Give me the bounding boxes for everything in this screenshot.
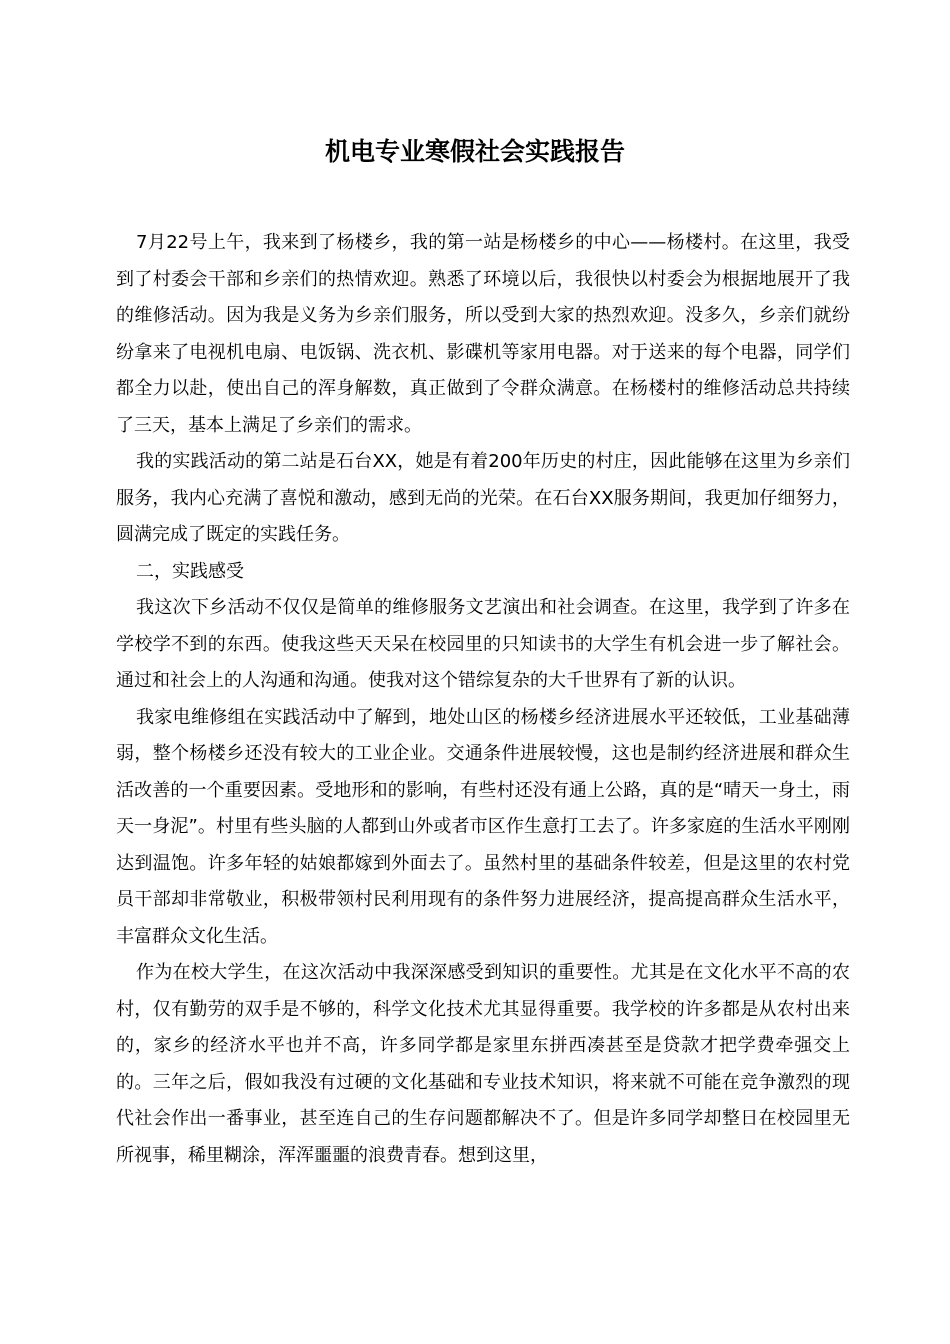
paragraph-importance-of-knowledge: 作为在校大学生，在这次活动中我深深感受到知识的重要性。尤其是在文化水平不高的农村，仅有勤劳的双手是不够的，科学文化技术尤其显得重要。我学校的许多都是从农村出来的，家乡的经济水平也并不高，许多同学都是家里东拼西凑甚至是贷款才把学费牵强交上的。三年之后，假如我没有过硬的文化基础和专业技术知识，将来就不可能在竞争激烈的现代社会作出一番事业，甚至连自己的生存问题都解决不了。但是许多同学却整日在校园里无所视事，稀里糊涂，浑浑噩噩的浪费青春。想到这里， [116,962,850,1166]
document-title: 机电专业寒假社会实践报告 [324,137,625,166]
document-body [116,225,850,1174]
paragraph-learning-society: 我这次下乡活动不仅仅是简单的维修服务文艺演出和社会调查。在这里，我学到了许多在学校学不到的东西。使我这些天天呆在校园里的只知读书的大学生有机会进一步了解社会。通过和社会上的人沟通和沟通。使我对这个错综复杂的大千世界有了新的认识。 [116,597,850,691]
paragraph-shitai-service: 我的实践活动的第二站是石台XX，她是有着200年历史的村庄，因此能够在这里为乡亲们服务，我内心充满了喜悦和激动，感到无尚的光荣。在石台XX服务期间，我更加仔细努力，圆满完成了既定的实践任务。 [116,451,850,545]
section-heading-practice-feelings: 二，实践感受 [136,560,244,582]
paragraph-local-economy: 我家电维修组在实践活动中了解到，地处山区的杨楼乡经济进展水平还较低，工业基础薄弱，整个杨楼乡还没有较大的工业企业。交通条件进展较慢，这也是制约经济进展和群众生活改善的一个重要因素。受地形和的影响，有些村还没有通上公路，真的是“晴天一身土，雨天一身泥”。村里有些头脑的人都到山外或者市区作生意打工去了。许多家庭的生活水平刚刚达到温饱。许多年轻的姑娘都嫁到外面去了。虽然村里的基础条件较差，但是这里的农村党员干部却非常敬业，积极带领村民利用现有的条件努力进展经济，提高提高群众生活水平，丰富群众文化生活。 [116,706,850,947]
paragraph-yanglou-village-service: 7月22号上午，我来到了杨楼乡，我的第一站是杨楼乡的中心——杨楼村。在这里，我受到了村委会干部和乡亲们的热情欢迎。熟悉了环境以后，我很快以村委会为根据地展开了我的维修活动。因为我是义务为乡亲们服务，所以受到大家的热烈欢迎。没多久，乡亲们就纷纷拿来了电视机电扇、电饭锅、洗衣机、影碟机等家用电器。对于送来的每个电器，同学们都全力以赴，使出自己的浑身解数，真正做到了令群众满意。在杨楼村的维修活动总共持续了三天，基本上满足了乡亲们的需求。 [116,232,850,436]
